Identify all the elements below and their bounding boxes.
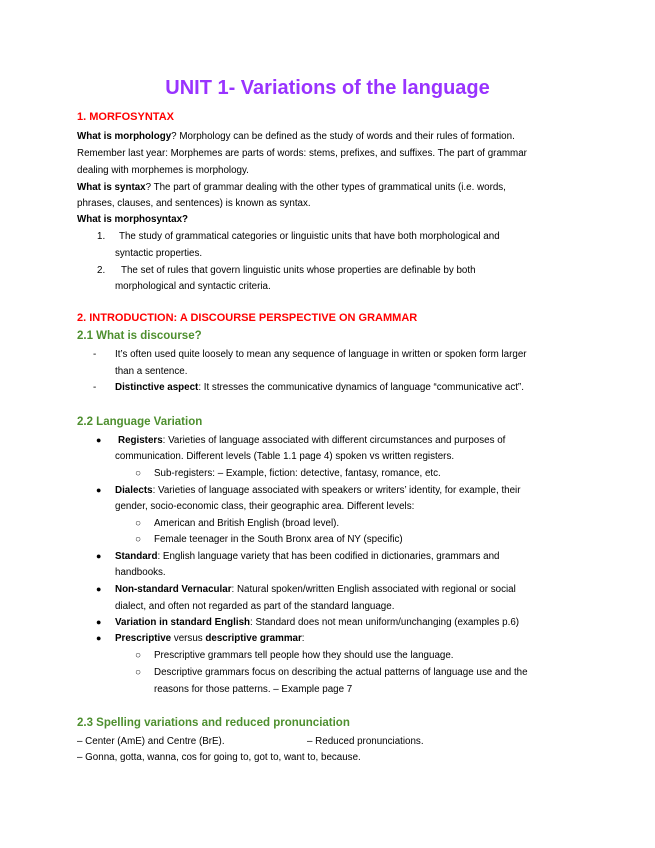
- bullet-icon: ●: [96, 551, 102, 561]
- spelling-center-centre: – Center (AmE) and Centre (BrE).: [77, 736, 225, 747]
- circle-bullet-icon: ○: [135, 650, 141, 661]
- bullet-icon: ●: [96, 435, 102, 445]
- descriptive-grammar-line-1: Descriptive grammars focus on describing the actual patterns of language use and the: [154, 667, 528, 678]
- vernacular-line-1: [115, 583, 516, 596]
- list-number-2: 2.: [97, 265, 106, 276]
- registers-line-1: [118, 434, 505, 447]
- list-item-1-line-2: syntactic properties.: [115, 248, 203, 259]
- vernacular-line-2: dialect, and often not regarded as part of the standard language.: [115, 601, 395, 612]
- dialect-example-broad: American and British English (broad level).: [154, 518, 340, 529]
- standard-line-2: handbooks.: [115, 567, 166, 578]
- section-heading-morfosyntax: 1. MORFOSYNTAX: [77, 111, 174, 123]
- registers-line-2: communication. Different levels (Table 1.1 page 4) spoken vs written registers.: [115, 451, 455, 462]
- descriptive-grammar-line-2: reasons for those patterns. – Example page 7: [154, 684, 353, 695]
- vernacular-term: Non-standard Vernacular: [115, 584, 232, 595]
- discourse-line-2: than a sentence.: [115, 366, 188, 377]
- circle-bullet-icon: ○: [135, 468, 141, 479]
- variation-def: : Standard does not mean uniform/unchanging (examples p.6): [250, 617, 520, 628]
- page-title: UNIT 1- Variations of the language: [165, 77, 490, 99]
- distinctive-aspect-def: : It stresses the communicative dynamics of language “communicative act”.: [198, 382, 524, 393]
- syntax-term: What is syntax: [77, 182, 146, 193]
- standard-term: Standard: [115, 551, 158, 562]
- morphology-def: ? Morphology can be defined as the study of words and their rules of formation.: [171, 131, 515, 142]
- dialects-line-2: gender, socio-economic class, their geographic area. Different levels:: [115, 501, 415, 512]
- list-item-1-line-1: The study of grammatical categories or linguistic units that have both morphological and: [119, 231, 500, 242]
- list-item-2-line-1: The set of rules that govern linguistic units whose properties are definable by both: [121, 265, 476, 276]
- sub-registers-item: Sub-registers: – Example, fiction: detective, fantasy, romance, etc.: [154, 468, 441, 479]
- syntax-def: ? The part of grammar dealing with the other types of grammatical units (i.e. words,: [145, 182, 506, 193]
- subheading-spelling-variations: 2.3 Spelling variations and reduced pronunciation: [77, 717, 350, 729]
- dialects-line-1: [115, 484, 521, 497]
- distinctive-aspect-line: [115, 381, 524, 394]
- morphosyntax-question: [77, 213, 188, 226]
- dash-marker: -: [93, 382, 97, 393]
- bullet-icon: ●: [96, 485, 102, 495]
- list-item-2-line-2: morphological and syntactic criteria.: [115, 281, 271, 292]
- section-heading-introduction: 2. INTRODUCTION: A DISCOURSE PERSPECTIVE ON GRAMMAR: [77, 312, 418, 324]
- bullet-icon: ●: [96, 584, 102, 594]
- dialect-example-specific: Female teenager in the South Bronx area of NY (specific): [154, 534, 403, 545]
- gonna-gotta-line: – Gonna, gotta, wanna, cos for going to, got to, want to, because.: [77, 752, 361, 763]
- prescriptive-grammar-item: Prescriptive grammars tell people how they should use the language.: [154, 650, 454, 661]
- subheading-language-variation: 2.2 Language Variation: [77, 416, 203, 428]
- bullet-icon: ●: [96, 633, 102, 643]
- circle-bullet-icon: ○: [135, 667, 141, 678]
- prescriptive-term: Prescriptive: [115, 633, 172, 644]
- circle-bullet-icon: ○: [135, 518, 141, 529]
- registers-def: : Varieties of language associated with different circumstances and purposes of: [162, 435, 506, 446]
- morphology-line-2: Remember last year: Morphemes are parts of words: stems, prefixes, and suffixes. The part of grammar: [77, 148, 527, 159]
- subheading-discourse: 2.1 What is discourse?: [77, 330, 202, 342]
- list-number-1: 1.: [97, 231, 106, 242]
- vernacular-def: : Natural spoken/written English associated with regional or social: [231, 584, 516, 595]
- dialects-def: : Varieties of language associated with speakers or writers’ identity, for example, their: [152, 485, 521, 496]
- colon-text: :: [301, 633, 305, 644]
- distinctive-aspect-term: Distinctive aspect: [115, 382, 199, 393]
- variation-line: [115, 616, 519, 629]
- morphology-line-3: dealing with morphemes is morphology.: [77, 165, 249, 176]
- syntax-line-2: phrases, clauses, and sentences) is known as syntax.: [77, 198, 311, 209]
- dash-marker: -: [93, 349, 97, 360]
- morphology-line-1: [77, 130, 515, 143]
- descriptive-term: descriptive grammar: [205, 633, 302, 644]
- variation-term: Variation in standard English: [115, 617, 251, 628]
- reduced-pronunciations: – Reduced pronunciations.: [307, 736, 424, 747]
- circle-bullet-icon: ○: [135, 534, 141, 545]
- dialects-term: Dialects: [115, 485, 153, 496]
- prescriptive-descriptive-line: [115, 632, 305, 645]
- morphology-term: What is morphology: [77, 131, 172, 142]
- morphosyntax-term: What is morphosyntax?: [77, 214, 189, 225]
- versus-text: versus: [171, 633, 206, 644]
- registers-term: Registers: [118, 435, 163, 446]
- standard-def: : English language variety that has been codified in dictionaries, grammars and: [157, 551, 500, 562]
- bullet-icon: ●: [96, 617, 102, 627]
- standard-line-1: [115, 550, 499, 563]
- discourse-line-1: It’s often used quite loosely to mean any sequence of language in written or spoken form larger: [115, 349, 527, 360]
- syntax-line-1: [77, 181, 506, 194]
